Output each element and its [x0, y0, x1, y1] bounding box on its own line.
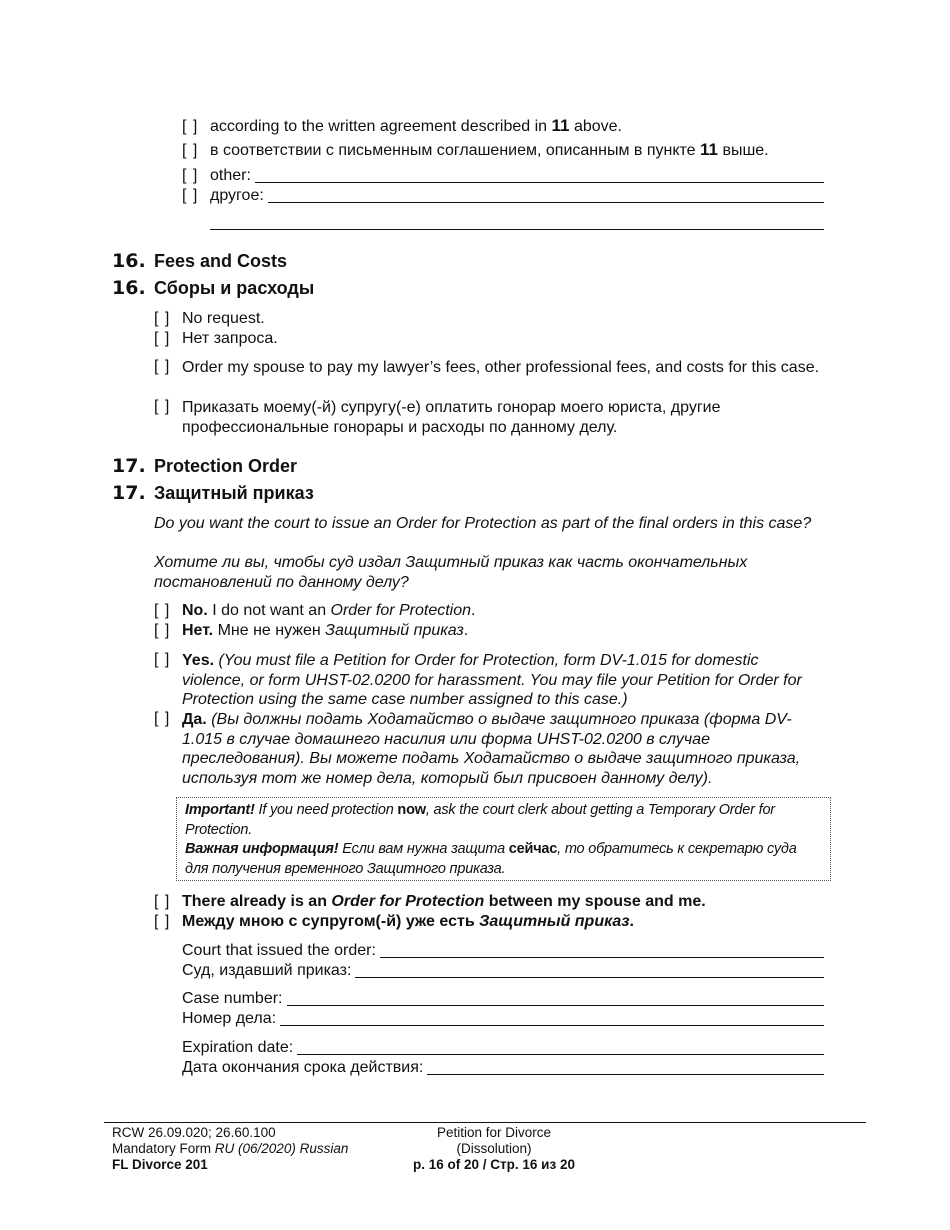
other-extra-line[interactable] — [210, 229, 824, 230]
option-other-ru — [182, 187, 824, 205]
case-number-input-line[interactable] — [287, 1004, 825, 1006]
checkbox[interactable]: [ ] — [182, 142, 199, 159]
option-text: Нет. Мне не нужен Защитный приказ. — [182, 622, 469, 639]
court-input-line[interactable] — [355, 976, 824, 978]
option-no-request-ru — [154, 330, 278, 348]
option-yes-ru — [154, 710, 826, 788]
footer-divider — [104, 1122, 866, 1123]
option-text: Yes. (You must file a Petition for Order for Protection, form DV-1.015 for domestic violence, or form UHST-02.0200 for harassment. You may file your Petition for Order for Protection using the same case number assigned to this case.) — [182, 652, 802, 708]
other-label: other: — [210, 167, 251, 184]
field-label: Expiration date: — [182, 1039, 294, 1056]
checkbox[interactable]: [ ] — [154, 893, 171, 910]
option-order-fees-en — [154, 358, 824, 378]
section-number: 17. — [112, 455, 146, 477]
court-field-ru — [182, 962, 824, 980]
option-order-fees-ru — [154, 398, 824, 437]
other-label: другое: — [210, 187, 264, 204]
section-title: Защитный приказ — [154, 483, 314, 503]
case-number-input-line[interactable] — [280, 1024, 824, 1026]
footer-rcw: RCW 26.09.020; 26.60.100 — [112, 1125, 276, 1140]
section-16-heading-ru — [112, 277, 314, 299]
checkbox[interactable]: [ ] — [154, 710, 171, 727]
field-label: Номер дела: — [182, 1010, 277, 1027]
field-label: Case number: — [182, 990, 283, 1007]
checkbox[interactable]: [ ] — [154, 913, 171, 930]
field-label: Суд, издавший приказ: — [182, 962, 352, 979]
option-text: according to the written agreement described in 11 above. — [210, 116, 622, 135]
option-text: No. I do not want an Order for Protection. — [182, 602, 476, 619]
question-ru: Хотите ли вы, чтобы суд издал Защитный приказ как часть окончательных постановлений по данному делу? — [154, 554, 748, 591]
section-number: 16. — [112, 277, 146, 299]
option-yes-en — [154, 651, 826, 710]
option-other-en — [182, 167, 824, 185]
option-no-ru — [154, 622, 468, 640]
footer-center — [394, 1125, 594, 1173]
option-no-request-en — [154, 310, 265, 328]
checkbox[interactable]: [ ] — [182, 167, 199, 184]
checkbox[interactable]: [ ] — [182, 118, 199, 135]
section-title: Protection Order — [154, 456, 298, 476]
footer-form-id: FL Divorce 201 — [112, 1157, 208, 1172]
other-input-line[interactable] — [255, 181, 824, 183]
expiration-input-line[interactable] — [427, 1073, 824, 1075]
option-text: Да. (Вы должны подать Ходатайство о выдаче защитного приказа (форма DV-1.015 в случае домашнего насилия или форма UHST-02.0200 в случае преследования). Вы можете подать Ходатайство о выдаче защитного приказа, используя тот же номер дела, который был присвоен данному делу). — [182, 711, 801, 787]
expiration-field-en — [182, 1039, 824, 1057]
option-no-en — [154, 602, 475, 620]
section-number: 17. — [112, 482, 146, 504]
option-text: Нет запроса. — [182, 330, 278, 347]
option-text: Order my spouse to pay my lawyer’s fees, other professional fees, and costs for this case. — [182, 359, 820, 376]
option-already-order-ru — [154, 913, 634, 931]
question-en: Do you want the court to issue an Order for Protection as part of the final orders in this case? — [154, 515, 812, 532]
case-number-field-ru — [182, 1010, 824, 1028]
option-text: There already is an Order for Protection between my spouse and me. — [182, 893, 706, 910]
footer-left — [112, 1125, 348, 1173]
section-number: 16. — [112, 250, 146, 272]
expiration-input-line[interactable] — [297, 1053, 824, 1055]
option-written-agreement-en — [182, 116, 622, 136]
checkbox[interactable]: [ ] — [154, 622, 171, 639]
footer-subtitle: (Dissolution) — [456, 1141, 532, 1156]
section-17-heading-ru — [112, 482, 314, 504]
footer-mandatory: Mandatory Form RU (06/2020) Russian — [112, 1141, 349, 1156]
case-number-field-en — [182, 990, 824, 1008]
expiration-field-ru — [182, 1059, 824, 1077]
section-title: Сборы и расходы — [154, 278, 315, 298]
footer-title: Petition for Divorce — [436, 1125, 552, 1140]
option-text: Между мною с супругом(-й) уже есть Защитный приказ. — [182, 913, 634, 930]
checkbox[interactable]: [ ] — [154, 602, 171, 619]
section-title: Fees and Costs — [154, 251, 288, 271]
other-input-line[interactable] — [268, 201, 824, 203]
section-16-heading-en — [112, 250, 287, 272]
section-17-heading-en — [112, 455, 297, 477]
checkbox[interactable]: [ ] — [154, 310, 171, 327]
checkbox[interactable]: [ ] — [154, 398, 171, 415]
option-already-order-en — [154, 893, 706, 911]
checkbox[interactable]: [ ] — [154, 358, 171, 375]
option-written-agreement-ru — [182, 140, 769, 160]
court-field-en — [182, 942, 824, 960]
option-text: в соответствии с письменным соглашением, описанным в пункте 11 выше. — [210, 140, 769, 159]
important-notice-box — [176, 797, 831, 881]
important-notice-en: Important! If you need protection now, ask the court clerk about getting a Temporary Order for Protection. — [185, 802, 775, 838]
checkbox[interactable]: [ ] — [182, 187, 199, 204]
option-text: Приказать моему(-й) супругу(-е) оплатить гонорар моего юриста, другие профессиональные гонорары и расходы по данному делу. — [182, 399, 721, 436]
checkbox[interactable]: [ ] — [154, 651, 171, 668]
checkbox[interactable]: [ ] — [154, 330, 171, 347]
field-label: Court that issued the order: — [182, 942, 376, 959]
footer-page-number: p. 16 of 20 / Стр. 16 из 20 — [413, 1157, 575, 1172]
court-input-line[interactable] — [380, 956, 824, 958]
option-text: No request. — [182, 310, 265, 327]
important-notice-ru: Важная информация! Если вам нужна защита сейчас, то обратитесь к секретарю суда для получения временного Защитного приказа. — [185, 841, 797, 877]
field-label: Дата окончания срока действия: — [182, 1059, 424, 1076]
